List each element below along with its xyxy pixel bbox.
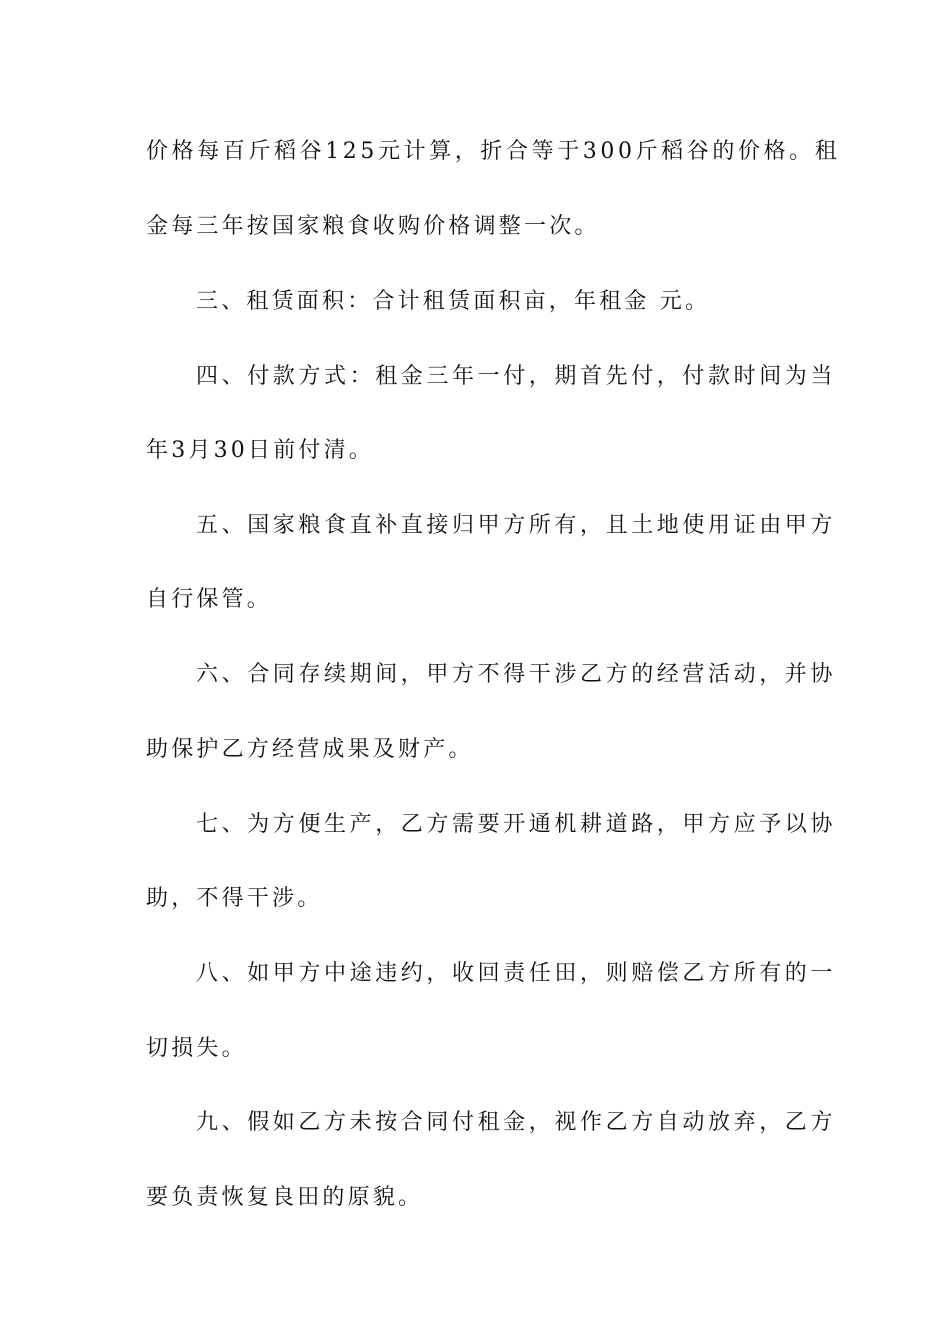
paragraph-line: 六、合同存续期间，甲方不得干涉乙方的经营活动，并协: [196, 662, 837, 687]
paragraph-line: 三、租赁面积：合计租赁面积亩，年租金 元。: [196, 289, 711, 314]
paragraph-line: 要负责恢复良田的原貌。: [146, 1185, 424, 1210]
paragraph-line: 价格每百斤稻谷125元计算，折合等于300斤稻谷的价格。租: [146, 139, 841, 164]
paragraph-line: 四、付款方式：租金三年一付，期首先付，付款时间为当: [196, 364, 837, 389]
paragraph-line: 年3月30日前付清。: [146, 438, 374, 463]
paragraph-line: 八、如甲方中途违约，收回责任田，则赔偿乙方所有的一: [196, 961, 837, 986]
paragraph-line: 五、国家粮食直补直接归甲方所有，且土地使用证由甲方: [196, 513, 837, 538]
paragraph-line: 自行保管。: [146, 587, 273, 612]
paragraph-line: 九、假如乙方未按合同付租金，视作乙方自动放弃，乙方: [196, 1110, 837, 1135]
paragraph-line: 助保护乙方经营成果及财产。: [146, 737, 474, 762]
paragraph-line: 金每三年按国家粮食收购价格调整一次。: [146, 214, 600, 239]
paragraph-line: 切损失。: [146, 1036, 247, 1061]
paragraph-line: 助，不得干涉。: [146, 886, 323, 911]
paragraph-line: 七、为方便生产，乙方需要开通机耕道路，甲方应予以协: [196, 812, 837, 837]
